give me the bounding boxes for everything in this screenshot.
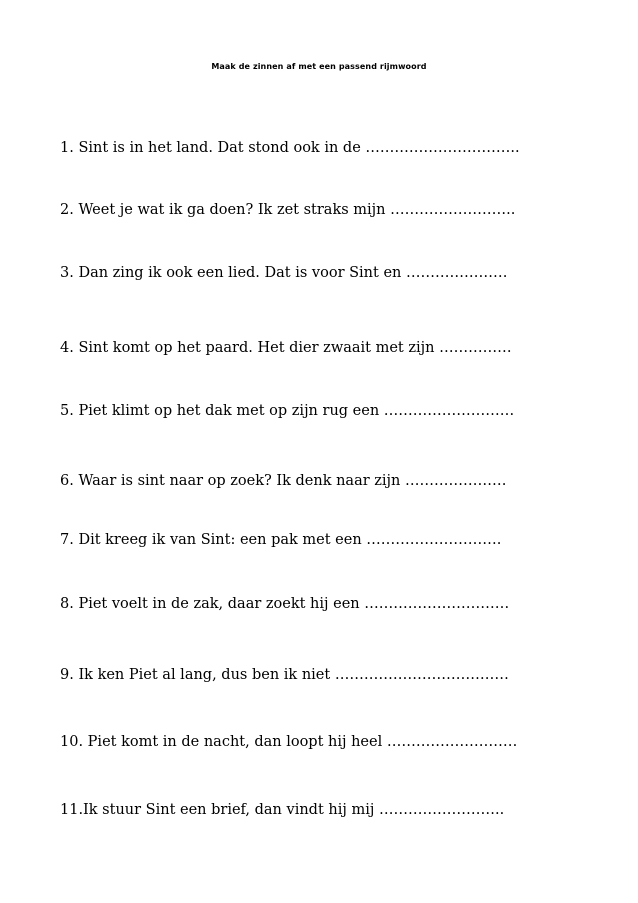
sentence-5: 5. Piet klimt op het dak met op zijn rug een ………………………	[60, 403, 515, 419]
sentence-3: 3. Dan zing ik ook een lied. Dat is voor Sint en …………………	[60, 265, 508, 281]
sentence-4: 4. Sint komt op het paard. Het dier zwaait met zijn ……………	[60, 340, 512, 356]
sentence-6: 6. Waar is sint naar op zoek? Ik denk naar zijn …………………	[60, 473, 507, 489]
sentence-7: 7. Dit kreeg ik van Sint: een pak met een ……………………….	[60, 532, 502, 548]
sentence-10: 10. Piet komt in de nacht, dan loopt hij heel ………………………	[60, 734, 518, 750]
worksheet-title: Maak de zinnen af met een passend rijmwoord	[211, 62, 427, 71]
sentence-1: 1. Sint is in het land. Dat stond ook in de …………………………..	[60, 140, 520, 156]
sentence-11: 11.Ik stuur Sint een brief, dan vindt hij mij ……………………..	[60, 802, 505, 818]
sentence-8: 8. Piet voelt in de zak, daar zoekt hij een …………………………	[60, 596, 510, 612]
sentence-9: 9. Ik ken Piet al lang, dus ben ik niet ………………………………	[60, 667, 509, 683]
sentence-2: 2. Weet je wat ik ga doen? Ik zet straks mijn ……………………..	[60, 202, 516, 218]
